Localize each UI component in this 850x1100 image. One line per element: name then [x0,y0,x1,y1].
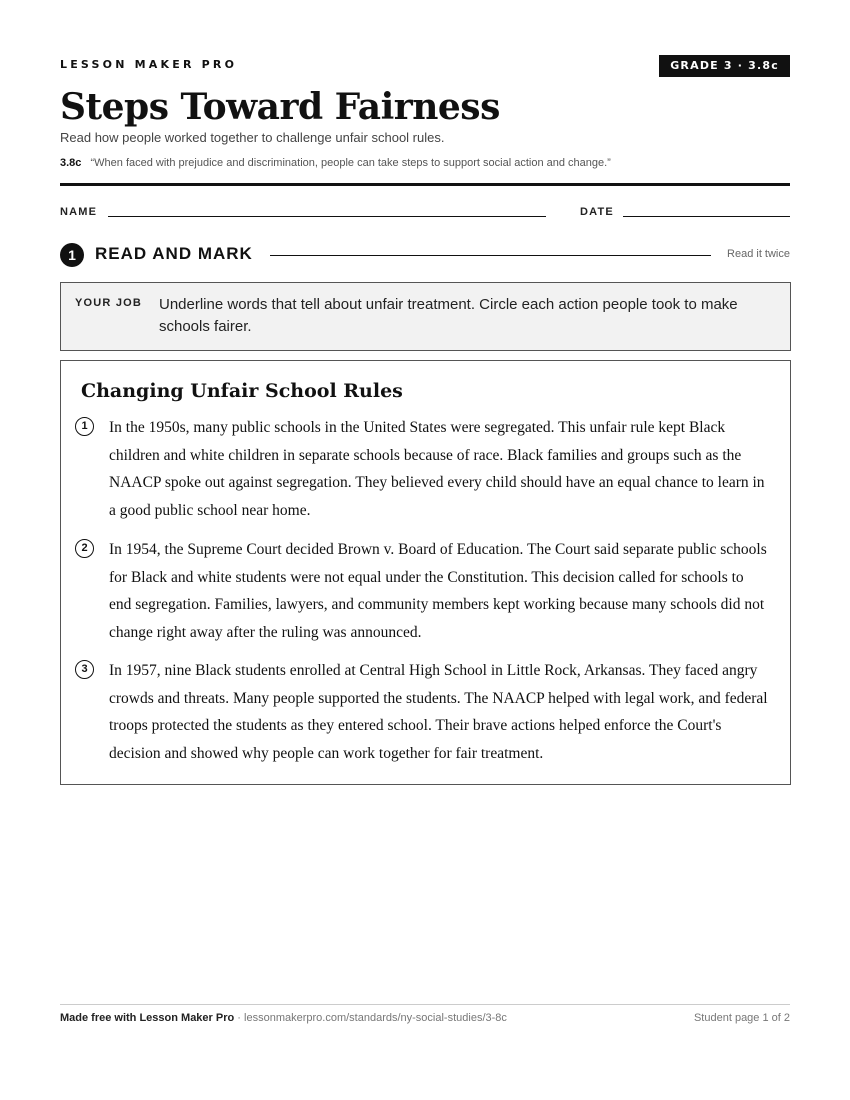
section-number-badge: 1 [60,243,84,267]
grade-badge: GRADE 3 · 3.8c [659,55,790,77]
footer-url-link[interactable]: lessonmakerpro.com/standards/ny-social-studies/3-8c [244,1012,507,1024]
standard-code: 3.8c [60,157,82,169]
brand-name: LESSON MAKER PRO [60,58,238,71]
header-divider [60,183,790,186]
footer-divider [60,1004,790,1005]
name-label: NAME [60,206,98,218]
paragraph-number-badge: 3 [75,660,94,679]
standard-text: “When faced with prejudice and discrimination, people can take steps to support social action and change.” [90,157,611,169]
paragraph-number-badge: 2 [75,539,94,558]
passage-box [60,360,791,785]
footer-made-with: Made free with Lesson Maker Pro [60,1012,235,1024]
job-instructions: Underline words that tell about unfair treatment. Circle each action people took to make schools fairer. [159,296,738,335]
section-hint: Read it twice [727,248,790,260]
section-title: READ AND MARK [95,244,253,263]
passage-title: Changing Unfair School Rules [81,380,403,402]
page-subtitle: Read how people worked together to challenge unfair school rules. [60,130,445,145]
footer-page-number: Student page 1 of 2 [693,1012,790,1024]
footer-separator: · [237,1012,241,1024]
standard-line [60,157,611,169]
footer-credit [60,1012,507,1024]
name-field-line[interactable] [108,216,546,217]
job-label: YOUR JOB [75,297,143,309]
paragraph-text: In the 1950s, many public schools in the United States were segregated. This unfair rule kept Black children and white children in separate schools because of race. Black families and groups such as the NAACP spoke out against segregation. They believed every child should have an equal chance to learn in a good public school near home. [109,419,765,519]
paragraph-number-badge: 1 [75,417,94,436]
paragraph-text: In 1957, nine Black students enrolled at Central High School in Little Rock, Arkansas. They faced angry crowds and threats. Many people supported the students. The NAACP helped with legal work, and federal troops protected the students as they entered school. Their brave actions helped enforce the Court's decision and showed why people can work together for fair treatment. [109,662,768,762]
paragraph-text: In 1954, the Supreme Court decided Brown v. Board of Education. The Court said separate public schools for Black and white students were not equal under the Constitution. This decision called for schools to end segregation. Families, lawyers, and community members kept working because many schools did not change right away after the ruling was announced. [109,541,767,641]
job-box [60,282,791,351]
section-divider [270,255,711,256]
date-field-line[interactable] [623,216,790,217]
page-title: Steps Toward Fairness [60,86,500,128]
date-label: DATE [580,206,614,218]
